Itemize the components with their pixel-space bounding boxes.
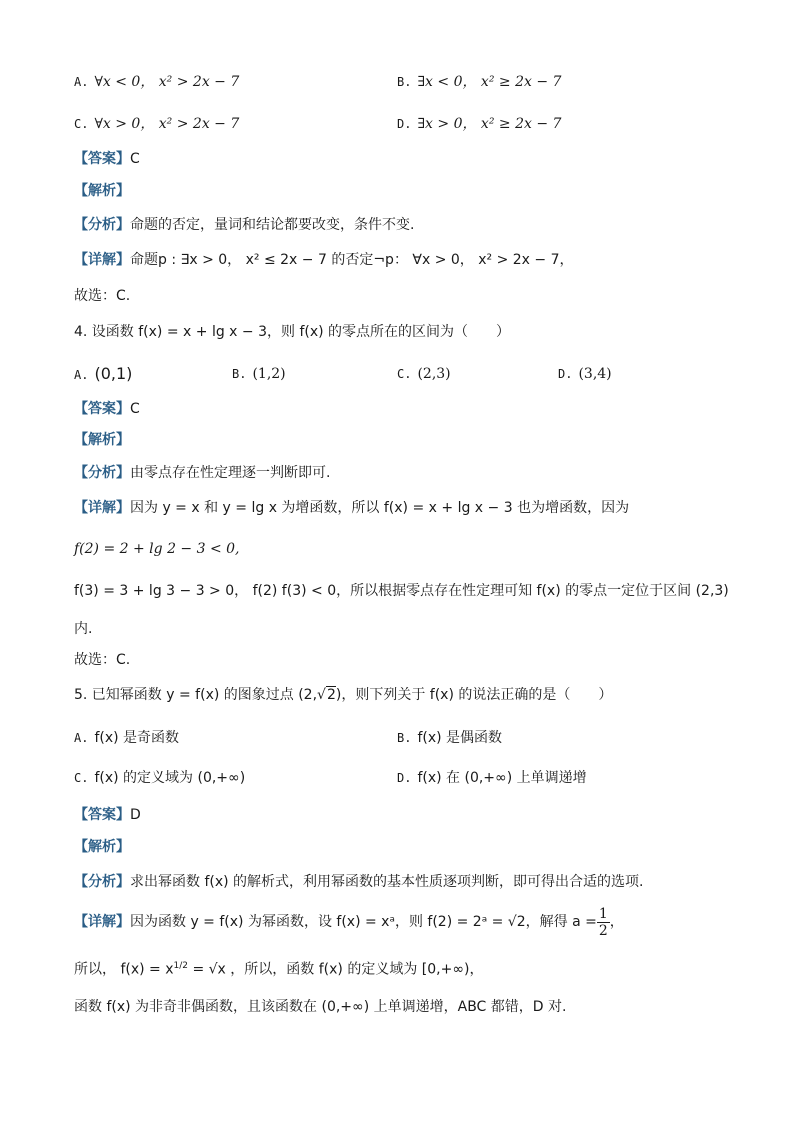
option-text: ∃x < 0， x² ≥ 2x − 7 xyxy=(417,74,562,90)
fenxi-tag: 【分析】 xyxy=(74,465,130,481)
q5-fenxi xyxy=(74,872,644,892)
sqrt-radicand: 2 xyxy=(326,687,336,703)
option-text: (1,2) xyxy=(252,366,286,382)
option-label: B. xyxy=(397,75,412,89)
option-text: f(x) 是奇函数 xyxy=(94,730,180,746)
analysis-tag: 【解析】 xyxy=(74,839,130,855)
q4-fenxi xyxy=(74,463,330,483)
q3-fenxi xyxy=(74,215,414,235)
option-label: D. xyxy=(397,771,412,785)
fenxi-tag: 【分析】 xyxy=(74,217,130,233)
q5-option-a xyxy=(74,728,179,748)
fraction-numerator: 1 xyxy=(598,905,608,922)
q3-option-b xyxy=(397,72,561,92)
detail-text-pre: 所以， f(x) = x xyxy=(74,961,174,978)
q5-detail-3: 函数 f(x) 为非奇非偶函数，且该函数在 (0,+∞) 上单调递增，ABC 都错，D 对. xyxy=(74,999,567,1015)
q4-detail-3: f(3) = 3 + lg 3 − 3 > 0， f(2) f(3) < 0，所以根据零点存在性定理可知 f(x) 的零点一定位于区间 (2,3) xyxy=(74,583,729,599)
q3-option-a xyxy=(74,72,239,92)
q4-option-d xyxy=(558,364,612,384)
answer-tag: 【答案】 xyxy=(74,151,130,167)
detail-text-pre: 因为函数 y = f(x) 为幂函数，设 f(x) = xᵃ，则 f(2) = 2ᵃ = √2，解得 a = xyxy=(130,914,597,930)
q5-option-d xyxy=(397,768,587,788)
detail-tag: 【详解】 xyxy=(74,252,130,268)
detail-tag: 【详解】 xyxy=(74,500,130,516)
q4-detail-1 xyxy=(74,498,629,518)
stem-text-pre: 5. 已知幂函数 y = f(x) 的图象过点 (2, xyxy=(74,687,318,703)
q4-option-c xyxy=(397,364,451,384)
analysis-tag: 【解析】 xyxy=(74,432,130,448)
option-text: (3,4) xyxy=(578,366,612,382)
q3-answer xyxy=(74,149,140,169)
q4-detail-2: f(2) = 2 + lg 2 − 3 < 0, xyxy=(74,541,240,557)
option-label: B. xyxy=(232,367,247,381)
detail-text-post: = √x ，所以，函数 f(x) 的定义域为 [0,+∞)， xyxy=(188,961,484,978)
option-label: C. xyxy=(397,367,412,381)
q3-detail xyxy=(74,250,574,270)
q4-stem: 4. 设函数 f(x) = x + lg x − 3，则 f(x) 的零点所在的区间为（ ） xyxy=(74,324,511,340)
answer-tag: 【答案】 xyxy=(74,807,130,823)
option-label: A. xyxy=(74,731,89,745)
q4-detail-4: 内. xyxy=(74,621,93,637)
q5-answer xyxy=(74,805,141,825)
q5-stem xyxy=(74,685,612,705)
option-label: B. xyxy=(397,731,412,745)
answer-value: C xyxy=(130,401,140,417)
q5-detail-2 xyxy=(74,956,483,980)
option-text: f(x) 在 (0,+∞) 上单调递增 xyxy=(417,770,587,786)
q4-analysis-heading xyxy=(74,430,130,450)
option-text: ∃x > 0， x² ≥ 2x − 7 xyxy=(417,116,562,132)
detail-text: 因为 y = x 和 y = lg x 为增函数，所以 f(x) = x + lg x − 3 也为增函数，因为 xyxy=(130,500,630,516)
fraction xyxy=(597,906,610,939)
stem-text-post: )，则下列关于 f(x) 的说法正确的是（ ） xyxy=(335,687,613,703)
fenxi-tag: 【分析】 xyxy=(74,874,130,890)
q4-conclusion: 故选：C. xyxy=(74,652,131,668)
q3-analysis-heading xyxy=(74,181,130,201)
fenxi-text: 求出幂函数 f(x) 的解析式，利用幂函数的基本性质逐项判断，即可得出合适的选项. xyxy=(130,874,644,890)
option-text: f(x) 是偶函数 xyxy=(417,730,503,746)
option-label: D. xyxy=(558,367,573,381)
option-label: C. xyxy=(74,117,89,131)
fenxi-text: 命题的否定，量词和结论都要改变，条件不变. xyxy=(130,217,415,233)
fraction-denominator: 2 xyxy=(598,922,608,939)
answer-value: D xyxy=(130,807,141,823)
q3-option-c xyxy=(74,114,239,134)
option-text: ∀x < 0， x² > 2x − 7 xyxy=(94,74,240,90)
q4-answer xyxy=(74,399,140,419)
q4-option-b xyxy=(232,364,286,384)
option-label: A. xyxy=(74,75,89,89)
option-text: (2,3) xyxy=(417,366,451,382)
option-label: C. xyxy=(74,771,89,785)
detail-text: 命题p : ∃x > 0， x² ≤ 2x − 7 的否定¬p： ∀x > 0， x² > 2x − 7， xyxy=(130,252,574,268)
q5-option-b xyxy=(397,728,502,748)
q5-analysis-heading xyxy=(74,837,130,857)
fenxi-text: 由零点存在性定理逐一判断即可. xyxy=(130,465,331,481)
q5-detail-1 xyxy=(74,904,624,940)
detail-tag: 【详解】 xyxy=(74,914,130,930)
option-text: f(x) 的定义域为 (0,+∞) xyxy=(94,770,246,786)
q4-option-a xyxy=(74,364,132,385)
option-label: A. xyxy=(74,368,89,382)
option-text: ∀x > 0， x² > 2x − 7 xyxy=(94,116,240,132)
option-text: (0,1) xyxy=(94,364,133,383)
detail-text-post: ， xyxy=(609,914,624,930)
answer-tag: 【答案】 xyxy=(74,401,130,417)
answer-value: C xyxy=(130,151,140,167)
q5-option-c xyxy=(74,768,245,788)
option-label: D. xyxy=(397,117,412,131)
analysis-tag: 【解析】 xyxy=(74,183,130,199)
q3-conclusion: 故选：C. xyxy=(74,288,131,304)
q3-option-d xyxy=(397,114,561,134)
exponent: 1/2 xyxy=(173,961,188,971)
sqrt-symbol: √ xyxy=(317,687,326,703)
